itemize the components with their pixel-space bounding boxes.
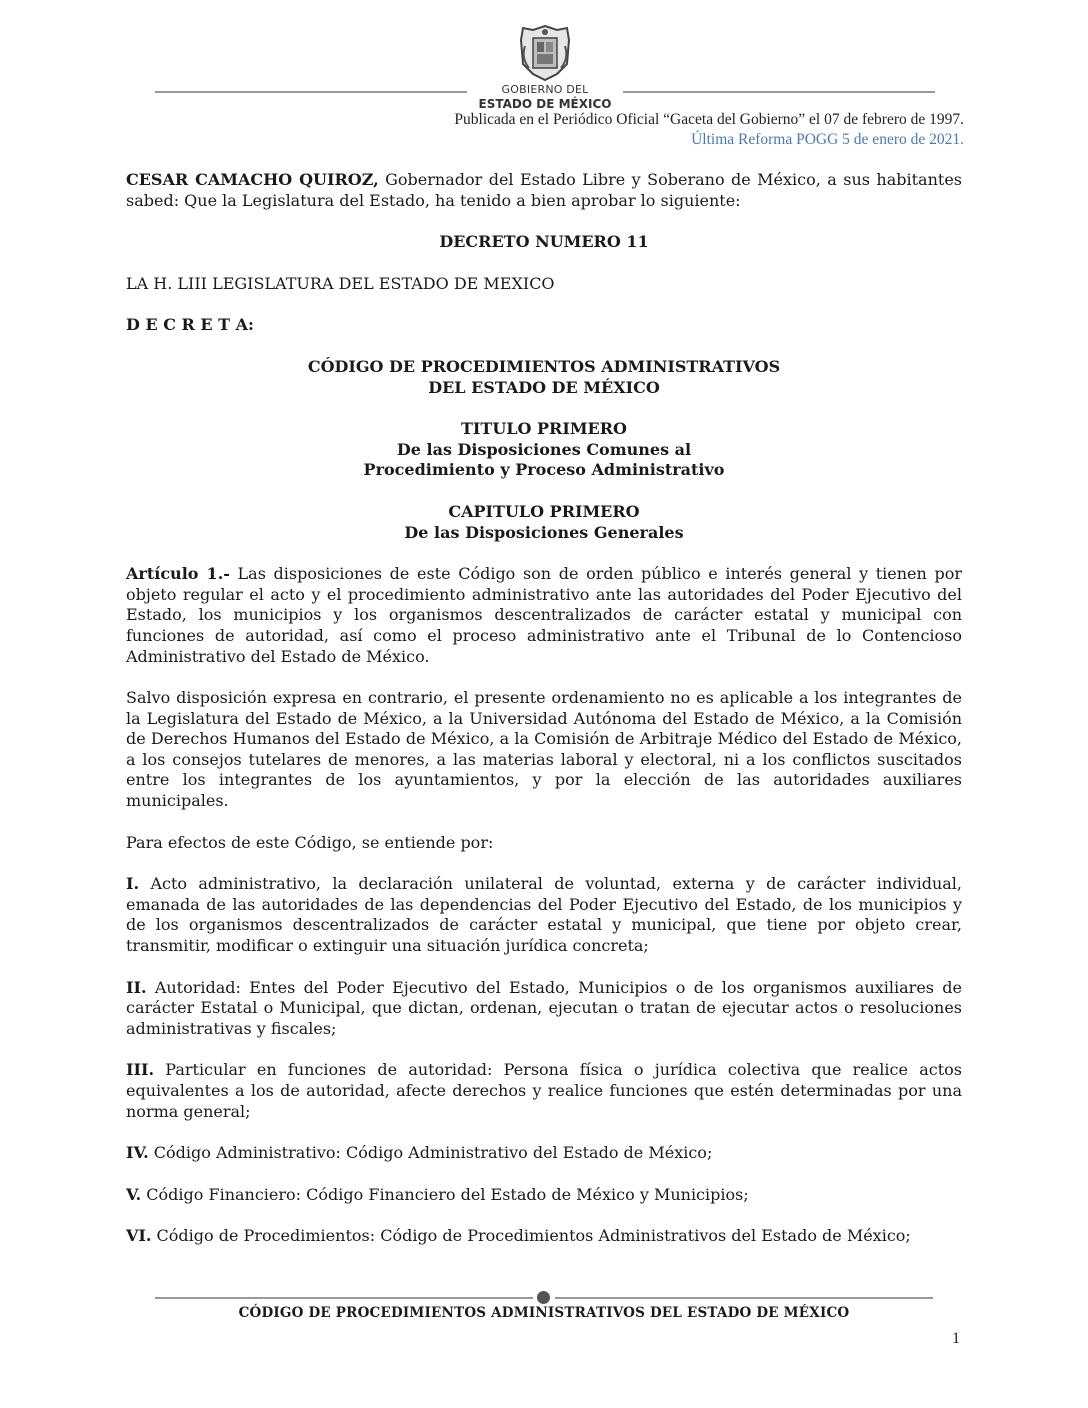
page-header [0,0,1088,155]
header-rule-right [623,91,935,93]
definition-text: Autoridad: Entes del Poder Ejecutivo del Estado, Municipios o de los organismos auxiliares de carácter Estatal o Municipal, que dictan, ordenan, ejecutan o tratan de ejecutar actos o resoluciones administrativas y fiscales; [126,977,962,1038]
article-1-text: Las disposiciones de este Código son de orden público e interés general y tienen por objeto regular el acto y el procedimiento administrativo ante las autoridades del Poder Ejecutivo del Estado, los municipios y los organismos descentralizados de carácter estatal y municipal con funciones de autoridad, así como el proceso administrativo ante el Tribunal de lo Contencioso Administrativo del Estado de México. [126,564,962,666]
definition-item [126,978,962,1040]
article-1-label: Artículo 1.- [126,564,230,584]
definition-number: V. [126,1184,142,1204]
state-coat-of-arms-icon [517,24,573,82]
titulo-heading: TITULO PRIMERO [461,419,627,439]
definition-number: III. [126,1060,155,1080]
footer-rule-left [155,1297,533,1299]
capitulo-subtitle: De las Disposiciones Generales [404,522,684,542]
publication-note: Publicada en el Periódico Oficial “Gaceta del Gobierno” el 07 de febrero de 1997. [454,111,964,128]
definition-item [126,1143,962,1164]
definition-number: II. [126,977,147,997]
definition-text: Código Financiero: Código Financiero del Estado de México y Municipios; [141,1184,749,1204]
definition-text: Código de Procedimientos: Código de Procedimientos Administrativos del Estado de México; [151,1226,911,1246]
definition-number: I. [126,874,140,894]
decreta-text: D E C R E T A: [126,315,254,335]
definition-item [126,874,962,956]
decreta-heading [126,315,962,336]
document-body [126,170,962,1268]
definition-item [126,1226,962,1247]
header-rule-left [155,91,467,93]
logo-text-line2: ESTADO DE MÉXICO [478,97,612,111]
footer-dot-icon [537,1291,550,1304]
governor-name: CESAR CAMACHO QUIROZ, [126,170,379,189]
code-title-line1: CÓDIGO DE PROCEDIMIENTOS ADMINISTRATIVOS [307,356,781,376]
definition-number: VI. [126,1226,152,1246]
last-reform-note: Última Reforma POGG 5 de enero de 2021. [691,131,964,148]
page-number: 1 [952,1330,960,1347]
decree-number: DECRETO NUMERO 11 [439,232,649,252]
article-1 [126,564,962,667]
intro-text: Gobernador del Estado Libre y Soberano de México, a sus habitantes sabed: Que la Legislatura del Estado, ha tenido a bien aprobar lo siguiente: [126,170,963,210]
legislature-line: LA H. LIII LEGISLATURA DEL ESTADO DE MEXICO [126,273,555,293]
paragraph-efectos: Para efectos de este Código, se entiende por: [126,832,494,852]
paragraph-salvo: Salvo disposición expresa en contrario, el presente ordenamiento no es aplicable a los integrantes de la Legislatura del Estado de México, a la Universidad Autónoma del Estado de México, a la Comisión de Derechos Humanos del Estado de México, a la Comisión de Arbitraje Médico del Estado de México, a los consejos tutelares de menores, a las materias laboral y electoral, ni a los conflictos suscitados entre los integrantes de los ayuntamientos, y por la elección de las autoridades auxiliares municipales. [126,688,962,811]
intro-paragraph [126,170,962,211]
titulo-subtitle-2: Procedimiento y Proceso Administrativo [363,460,725,480]
definition-text: Acto administrativo, la declaración unilateral de voluntad, externa y de carácter individual, emanada de las autoridades de las dependencias del Poder Ejecutivo del Estado, de los municipios y de los organismos descentralizados de carácter estatal y municipal, que tiene por objeto crear, transmitir, modificar o extinguir una situación jurídica concreta; [126,874,962,956]
capitulo-heading: CAPITULO PRIMERO [448,501,640,521]
definition-number: IV. [126,1143,149,1163]
footer-rule-right [555,1297,933,1299]
logo-text-line1: GOBIERNO DEL [501,83,589,96]
definition-item [126,1185,962,1206]
definition-text: Particular en funciones de autoridad: Persona física o jurídica colectiva que realice actos equivalentes a los de autoridad, afecte derechos y realice funciones que estén determinadas por una norma general; [126,1060,962,1121]
titulo-subtitle-1: De las Disposiciones Comunes al [396,439,692,459]
definition-item [126,1060,962,1122]
definition-text: Código Administrativo: Código Administrativo del Estado de México; [148,1143,713,1163]
footer-title: CÓDIGO DE PROCEDIMIENTOS ADMINISTRATIVOS DEL ESTADO DE MÉXICO [238,1305,850,1321]
code-title-line2: DEL ESTADO DE MÉXICO [428,377,660,397]
